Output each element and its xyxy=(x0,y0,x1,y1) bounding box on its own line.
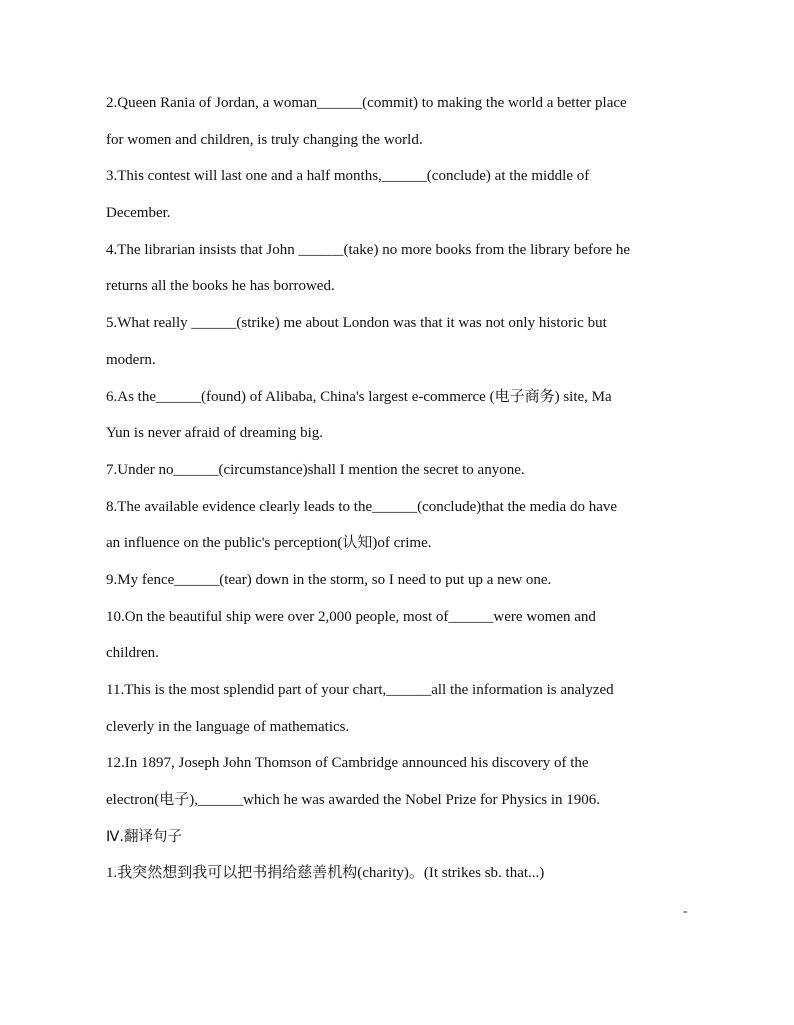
text-line: returns all the books he has borrowed. xyxy=(106,278,335,295)
text-line: 5.What really ______(strike) me about London was that it was not only historic but xyxy=(106,315,607,332)
text-line: 9.My fence______(tear) down in the storm, so I need to put up a new one. xyxy=(106,571,552,588)
text-line: 8.The available evidence clearly leads to the______(conclude)that the media do have xyxy=(106,498,618,515)
text-line: electron(电子),______which he was awarded the Nobel Prize for Physics in 1906. xyxy=(106,792,601,809)
text-line: cleverly in the language of mathematics. xyxy=(106,718,350,735)
text-line: children. xyxy=(106,645,159,662)
text-line: for women and children, is truly changing the world. xyxy=(106,131,423,148)
text-line: 4.The librarian insists that John ______(take) no more books from the library before he xyxy=(106,241,631,258)
text-line: Yun is never afraid of dreaming big. xyxy=(106,425,324,442)
text-line: 11.This is the most splendid part of your chart,______all the information is analyzed xyxy=(106,682,614,698)
text-line: 10.On the beautiful ship were over 2,000 people, most of______were women and xyxy=(106,608,596,625)
text-line: 12.In 1897, Joseph John Thomson of Cambridge announced his discovery of the xyxy=(106,755,589,772)
text-line: modern. xyxy=(106,351,156,368)
exercise-text xyxy=(106,85,706,892)
text-line: 6.As the______(found) of Alibaba, China's largest e-commerce (电子商务) site, Ma xyxy=(106,388,612,405)
text-line: 3.This contest will last one and a half months,______(conclude) at the middle of xyxy=(106,168,590,185)
text-line: 2.Queen Rania of Jordan, a woman______(commit) to making the world a better place xyxy=(106,95,627,111)
text-line: 1.我突然想到我可以把书捐给慈善机构(charity)。(It strikes sb. that...) xyxy=(106,865,545,882)
page-mark: - xyxy=(683,904,688,919)
section-heading: Ⅳ.翻译句子 xyxy=(106,828,182,845)
text-line: 7.Under no______(circumstance)shall I mention the secret to anyone. xyxy=(106,461,525,478)
text-line: December. xyxy=(106,205,171,222)
text-line: an influence on the public's perception(认知)of crime. xyxy=(106,535,432,552)
